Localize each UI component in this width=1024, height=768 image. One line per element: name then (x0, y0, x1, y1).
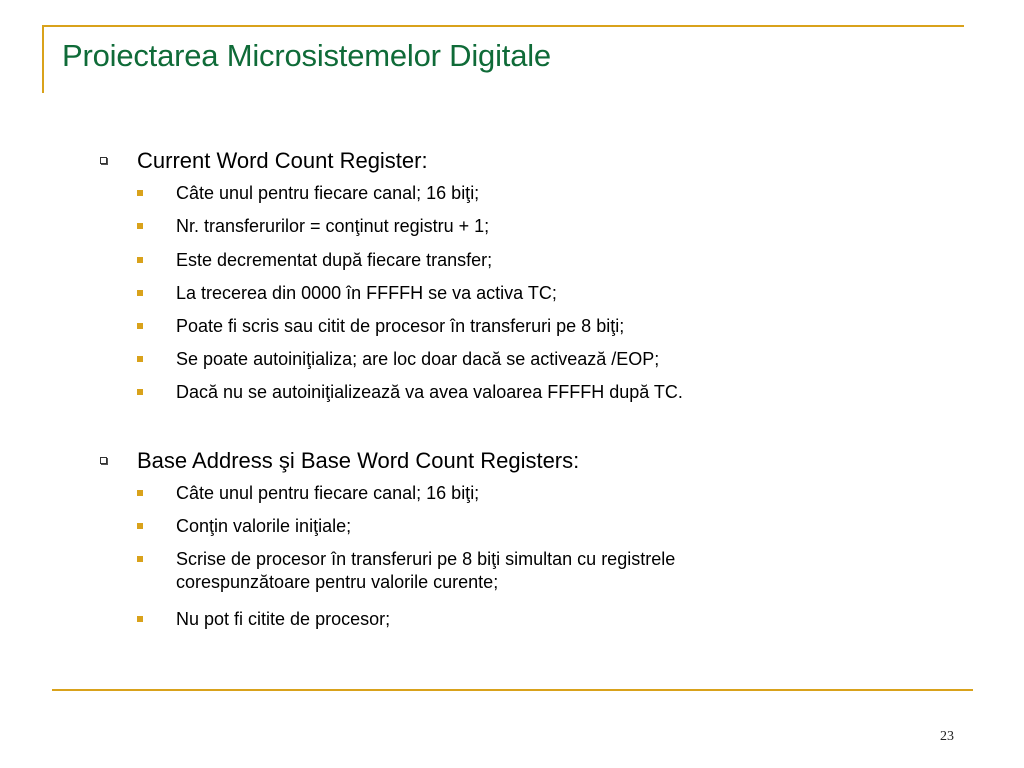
square-bullet-icon (137, 523, 143, 529)
footer-divider (52, 689, 973, 691)
bullet-item-text: Scrise de procesor în transferuri pe 8 biţi simultan cu registrele (176, 549, 676, 569)
bullet-item-text: Câte unul pentru fiecare canal; 16 biţi; (176, 183, 480, 203)
square-bullet-icon (137, 290, 143, 296)
square-bullet-icon (137, 356, 143, 362)
bullet-item-text: Este decrementat după fiecare transfer; (176, 250, 493, 270)
square-bullet-icon (137, 616, 143, 622)
bullet-item-text-continued: corespunzătoare pentru valorile curente; (176, 572, 499, 592)
hollow-square-bullet-icon (100, 457, 107, 464)
section-heading-text: Base Address şi Base Word Count Registers: (137, 448, 580, 473)
bullet-item-text: La trecerea din 0000 în FFFFH se va activa TC; (176, 283, 557, 303)
square-bullet-icon (137, 556, 143, 562)
bullet-item-text: Dacă nu se autoiniţializează va avea valoarea FFFFH după TC. (176, 382, 683, 402)
square-bullet-icon (137, 323, 143, 329)
bullet-item-text: Se poate autoiniţializa; are loc doar dacă se activează /EOP; (176, 349, 660, 369)
slide-title: Proiectarea Microsistemelor Digitale (62, 38, 551, 73)
page-number: 23 (940, 729, 954, 744)
square-bullet-icon (137, 257, 143, 263)
bullet-item-text: Nr. transferurilor = conţinut registru + 1; (176, 216, 490, 236)
bullet-item-text: Nu pot fi citite de procesor; (176, 609, 391, 629)
section-heading-text: Current Word Count Register: (137, 148, 428, 173)
hollow-square-bullet-icon (100, 157, 107, 164)
square-bullet-icon (137, 490, 143, 496)
square-bullet-icon (137, 190, 143, 196)
square-bullet-icon (137, 389, 143, 395)
square-bullet-icon (137, 223, 143, 229)
bullet-item-text: Conţin valorile iniţiale; (176, 516, 352, 536)
bullet-item-text: Câte unul pentru fiecare canal; 16 biţi; (176, 483, 480, 503)
bullet-item-text: Poate fi scris sau citit de procesor în transferuri pe 8 biţi; (176, 316, 625, 336)
